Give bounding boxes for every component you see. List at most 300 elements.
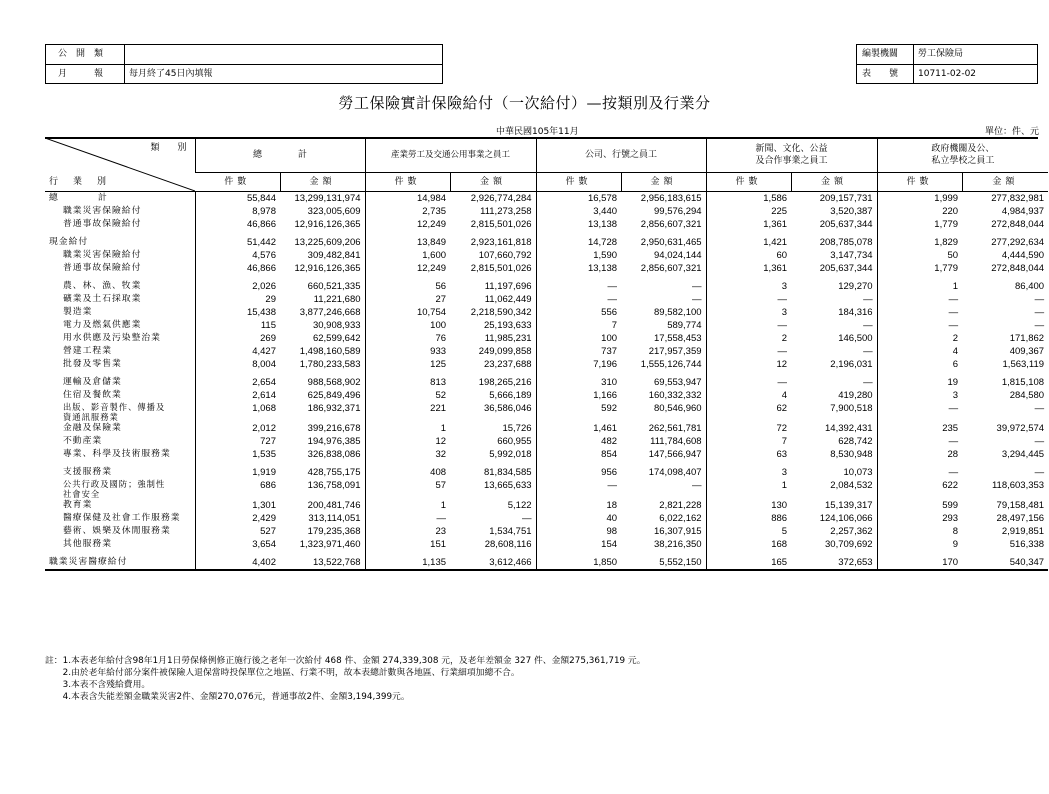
count-cell: 1,829 bbox=[877, 236, 962, 249]
count-cell: — bbox=[536, 479, 621, 499]
amount-cell: 3,147,734 bbox=[830, 250, 873, 261]
row-label: 礦業及土石採取業 bbox=[63, 294, 142, 304]
footnotes bbox=[45, 655, 646, 703]
amount-cell: 8,530,948 bbox=[830, 449, 873, 460]
count-cell: 29 bbox=[195, 293, 280, 306]
count-cell: 12 bbox=[706, 358, 791, 371]
count-cell: 15,438 bbox=[195, 306, 280, 319]
row-label: 出版、影音製作、傳播及 資通訊服務業 bbox=[63, 402, 166, 422]
count-cell: 4,427 bbox=[195, 345, 280, 358]
amount-cell: — bbox=[863, 377, 873, 388]
amount-cell: 200,481,746 bbox=[307, 500, 361, 511]
amount-cell: 277,292,634 bbox=[991, 237, 1045, 248]
row-label: 支援服務業 bbox=[63, 467, 112, 477]
count-cell: 51,442 bbox=[195, 236, 280, 249]
count-cell: 18 bbox=[536, 499, 621, 512]
count-cell: 2,654 bbox=[195, 376, 280, 389]
amount-cell: 11,985,231 bbox=[484, 333, 532, 344]
count-cell: 3 bbox=[706, 280, 791, 293]
count-cell: 72 bbox=[706, 422, 791, 435]
amount-cell: 628,742 bbox=[838, 436, 873, 447]
table-row bbox=[45, 466, 1048, 479]
count-column-header: 件數 bbox=[536, 173, 621, 192]
count-cell: 1,600 bbox=[365, 249, 450, 262]
count-cell: 115 bbox=[195, 319, 280, 332]
header-right-box bbox=[856, 44, 1038, 84]
amount-cell: 1,498,160,589 bbox=[299, 346, 361, 357]
amount-cell: 79,158,481 bbox=[996, 500, 1045, 511]
count-cell: 1,166 bbox=[536, 389, 621, 402]
table-row bbox=[45, 218, 1048, 231]
header-deadline: 每月終了45日內填報 bbox=[129, 69, 213, 79]
count-cell: 1,999 bbox=[877, 192, 962, 206]
count-cell: 3,440 bbox=[536, 205, 621, 218]
header-left-box bbox=[45, 44, 443, 84]
count-cell: 14,984 bbox=[365, 192, 450, 206]
amount-cell: 988,568,902 bbox=[307, 377, 361, 388]
amount-cell: 2,926,774,284 bbox=[470, 193, 532, 204]
group-header-total: 總 計 bbox=[195, 138, 365, 173]
amount-cell: — bbox=[522, 513, 532, 524]
amount-cell: 17,558,453 bbox=[654, 333, 702, 344]
count-cell: 8 bbox=[877, 525, 962, 538]
header-form-label: 表 號 bbox=[862, 69, 899, 79]
amount-cell: 16,307,915 bbox=[654, 526, 702, 537]
row-label: 職業災害保險給付 bbox=[63, 250, 142, 260]
table-row bbox=[45, 376, 1048, 389]
count-cell: 482 bbox=[536, 435, 621, 448]
count-cell: — bbox=[877, 319, 962, 332]
amount-cell: 13,299,131,974 bbox=[294, 193, 361, 204]
amount-cell: 129,270 bbox=[838, 281, 873, 292]
amount-cell: 13,665,633 bbox=[483, 480, 532, 491]
count-cell: — bbox=[706, 319, 791, 332]
count-cell: 19 bbox=[877, 376, 962, 389]
count-cell: 28 bbox=[877, 448, 962, 461]
table-row bbox=[45, 192, 1048, 206]
amount-cell: 179,235,368 bbox=[307, 526, 361, 537]
amount-cell: 2,950,631,465 bbox=[640, 237, 702, 248]
count-cell: — bbox=[365, 512, 450, 525]
amount-cell: 184,316 bbox=[838, 307, 873, 318]
table-row bbox=[45, 435, 1048, 448]
count-cell: 6 bbox=[877, 358, 962, 371]
table-row bbox=[45, 499, 1048, 512]
count-cell: 1,421 bbox=[706, 236, 791, 249]
amount-cell: 625,849,496 bbox=[307, 390, 361, 401]
count-cell: 1,068 bbox=[195, 402, 280, 422]
count-cell: 9 bbox=[877, 538, 962, 551]
amount-cell: 198,265,216 bbox=[478, 377, 532, 388]
amount-cell: 1,555,126,744 bbox=[640, 359, 702, 370]
count-cell: — bbox=[706, 376, 791, 389]
count-cell: 1,919 bbox=[195, 466, 280, 479]
table-row bbox=[45, 512, 1048, 525]
count-cell: — bbox=[877, 306, 962, 319]
group-header-government-school: 政府機關及公、 私立學校之員工 bbox=[877, 138, 1048, 173]
count-cell: 2,026 bbox=[195, 280, 280, 293]
amount-cell: 194,976,385 bbox=[307, 436, 361, 447]
row-label: 藝術、娛樂及休閒服務業 bbox=[63, 526, 171, 536]
amount-cell: 14,392,431 bbox=[825, 423, 873, 434]
count-cell: 2 bbox=[877, 332, 962, 345]
count-cell: 40 bbox=[536, 512, 621, 525]
amount-cell: 111,784,608 bbox=[650, 436, 702, 447]
count-cell: 165 bbox=[706, 556, 791, 570]
count-cell: — bbox=[877, 435, 962, 448]
footnote-line: 註：1.本表老年給付含98年1月1日勞保條例修正施行後之老年一次給付 468 件、金額 274,339,308 元，及老年差額金 327 件、金額275,361,719 元。 bbox=[45, 656, 646, 666]
amount-column-header: 金額 bbox=[791, 173, 877, 192]
count-cell: 57 bbox=[365, 479, 450, 499]
count-cell: 293 bbox=[877, 512, 962, 525]
amount-cell: 2,084,532 bbox=[830, 480, 873, 491]
count-cell: — bbox=[536, 293, 621, 306]
count-cell: 269 bbox=[195, 332, 280, 345]
amount-cell: 94,024,144 bbox=[654, 250, 702, 261]
table-row bbox=[45, 525, 1048, 538]
amount-cell: 3,294,445 bbox=[1001, 449, 1045, 460]
amount-cell: 107,660,792 bbox=[478, 250, 532, 261]
amount-cell: 1,323,971,460 bbox=[299, 539, 361, 550]
count-cell: 170 bbox=[877, 556, 962, 570]
row-label: 現金給付 bbox=[49, 237, 89, 247]
count-cell: 55,844 bbox=[195, 192, 280, 206]
amount-cell: 309,482,841 bbox=[307, 250, 361, 261]
count-cell: 1,361 bbox=[706, 262, 791, 275]
count-cell: 5 bbox=[706, 525, 791, 538]
table-row bbox=[45, 332, 1048, 345]
count-cell: 1,361 bbox=[706, 218, 791, 231]
count-cell: 14,728 bbox=[536, 236, 621, 249]
amount-cell: 2,257,362 bbox=[830, 526, 873, 537]
count-cell: 1 bbox=[877, 280, 962, 293]
table-row bbox=[45, 205, 1048, 218]
row-label: 普通事故保險給付 bbox=[63, 219, 142, 229]
table-row bbox=[45, 479, 1048, 499]
count-cell: 100 bbox=[365, 319, 450, 332]
amount-cell: 419,280 bbox=[838, 390, 873, 401]
amount-cell: 62,599,642 bbox=[312, 333, 361, 344]
row-label: 電力及燃氣供應業 bbox=[63, 320, 142, 330]
count-column-header: 件數 bbox=[706, 173, 791, 192]
table-row bbox=[45, 448, 1048, 461]
count-cell: — bbox=[877, 293, 962, 306]
corner-category-label: 類 別 bbox=[150, 143, 187, 153]
amount-cell: 5,552,150 bbox=[621, 556, 706, 570]
amount-cell: 99,576,294 bbox=[654, 206, 702, 217]
count-cell: 2,614 bbox=[195, 389, 280, 402]
count-cell: 2 bbox=[706, 332, 791, 345]
row-label: 醫療保健及社會工作服務業 bbox=[63, 513, 181, 523]
amount-cell: 89,582,100 bbox=[654, 307, 702, 318]
amount-cell: — bbox=[1034, 467, 1045, 478]
amount-cell: 171,862 bbox=[1009, 333, 1045, 344]
amount-cell: — bbox=[863, 320, 873, 331]
corner-header bbox=[45, 138, 195, 192]
count-cell: 4,402 bbox=[195, 556, 280, 570]
count-cell: 7 bbox=[706, 435, 791, 448]
count-cell: 4 bbox=[706, 389, 791, 402]
amount-cell: 4,444,590 bbox=[1001, 250, 1045, 261]
amount-cell: 3,877,246,668 bbox=[299, 307, 361, 318]
count-cell: 1,301 bbox=[195, 499, 280, 512]
table-row bbox=[45, 262, 1048, 275]
amount-cell: 15,139,317 bbox=[825, 500, 873, 511]
row-label: 職業災害保險給付 bbox=[63, 206, 142, 216]
count-cell: 599 bbox=[877, 499, 962, 512]
amount-cell: 11,197,696 bbox=[484, 281, 532, 292]
count-cell: 408 bbox=[365, 466, 450, 479]
row-label: 批發及零售業 bbox=[63, 359, 122, 369]
amount-cell: — bbox=[1034, 294, 1045, 305]
amount-cell: 205,637,344 bbox=[819, 219, 873, 230]
amount-cell: 660,955 bbox=[497, 436, 532, 447]
count-cell: 46,866 bbox=[195, 218, 280, 231]
row-label: 運輸及倉儲業 bbox=[63, 377, 122, 387]
amount-cell: 399,216,678 bbox=[307, 423, 361, 434]
count-cell: 225 bbox=[706, 205, 791, 218]
amount-column-header: 金額 bbox=[450, 173, 536, 192]
count-cell: 737 bbox=[536, 345, 621, 358]
amount-cell: — bbox=[692, 294, 702, 305]
amount-cell: 12,916,126,365 bbox=[294, 219, 361, 230]
amount-cell: 4,984,937 bbox=[1001, 206, 1045, 217]
count-cell: 8,978 bbox=[195, 205, 280, 218]
amount-cell: 160,332,332 bbox=[648, 390, 702, 401]
count-cell: 56 bbox=[365, 280, 450, 293]
count-cell: 3 bbox=[706, 466, 791, 479]
table-row bbox=[45, 345, 1048, 358]
row-label: 其他服務業 bbox=[63, 539, 112, 549]
amount-cell: 124,106,066 bbox=[819, 513, 873, 524]
amount-cell: 660,521,335 bbox=[307, 281, 361, 292]
count-cell: 886 bbox=[706, 512, 791, 525]
table-row bbox=[45, 236, 1048, 249]
count-cell: 32 bbox=[365, 448, 450, 461]
amount-cell: 6,022,162 bbox=[659, 513, 702, 524]
amount-cell: 86,400 bbox=[1015, 281, 1045, 292]
amount-cell: 249,099,858 bbox=[478, 346, 532, 357]
amount-cell: 2,815,501,026 bbox=[470, 219, 532, 230]
group-header-industry-workers: 產業勞工及交通公用事業之員工 bbox=[365, 138, 536, 173]
count-cell: 13,138 bbox=[536, 262, 621, 275]
amount-cell: 30,908,933 bbox=[312, 320, 361, 331]
header-agency-value: 勞工保險局 bbox=[918, 49, 964, 59]
count-cell: 1,779 bbox=[877, 218, 962, 231]
count-column-header: 件數 bbox=[877, 173, 962, 192]
count-cell: 16,578 bbox=[536, 192, 621, 206]
row-label: 不動產業 bbox=[63, 436, 103, 446]
count-cell: 52 bbox=[365, 389, 450, 402]
header-form-value: 10711-02-02 bbox=[918, 69, 977, 79]
amount-cell: — bbox=[692, 281, 702, 292]
amount-cell: 39,972,574 bbox=[996, 423, 1045, 434]
amount-cell: 10,073 bbox=[843, 467, 873, 478]
count-cell: 3 bbox=[706, 306, 791, 319]
count-cell: 60 bbox=[706, 249, 791, 262]
amount-cell: 5,666,189 bbox=[489, 390, 532, 401]
count-cell: 956 bbox=[536, 466, 621, 479]
amount-cell: 13,522,768 bbox=[280, 556, 365, 570]
count-cell: — bbox=[877, 466, 962, 479]
amount-cell: 36,586,046 bbox=[483, 403, 532, 414]
amount-cell: — bbox=[692, 480, 702, 491]
count-cell: 1,590 bbox=[536, 249, 621, 262]
group-header-news-culture: 新聞、文化、公益 及合作事業之員工 bbox=[706, 138, 877, 173]
table-row bbox=[45, 358, 1048, 371]
amount-cell: 205,637,344 bbox=[819, 263, 873, 274]
count-cell: 13,138 bbox=[536, 218, 621, 231]
count-cell: 220 bbox=[877, 205, 962, 218]
count-cell: — bbox=[706, 345, 791, 358]
amount-cell: 209,157,731 bbox=[819, 193, 873, 204]
amount-cell: 2,919,851 bbox=[1001, 526, 1045, 537]
amount-cell: 25,193,633 bbox=[483, 320, 532, 331]
count-cell: 527 bbox=[195, 525, 280, 538]
count-cell: 3 bbox=[877, 389, 962, 402]
count-cell: 12,249 bbox=[365, 262, 450, 275]
unit-label: 單位：件、元 bbox=[984, 127, 1039, 137]
amount-cell: 272,848,044 bbox=[991, 219, 1045, 230]
count-cell: 2,735 bbox=[365, 205, 450, 218]
table-row bbox=[45, 280, 1048, 293]
row-label: 製造業 bbox=[63, 307, 93, 317]
amount-cell: 409,367 bbox=[1009, 346, 1045, 357]
count-cell: 2,012 bbox=[195, 422, 280, 435]
amount-cell: 28,608,116 bbox=[484, 539, 532, 550]
amount-cell: 1,780,233,583 bbox=[299, 359, 361, 370]
count-cell: 8,004 bbox=[195, 358, 280, 371]
amount-cell: 372,653 bbox=[791, 556, 877, 570]
count-cell: 154 bbox=[536, 538, 621, 551]
amount-cell: 262,561,781 bbox=[648, 423, 702, 434]
table-row bbox=[45, 556, 1048, 570]
amount-column-header: 金額 bbox=[280, 173, 365, 192]
amount-cell: — bbox=[1034, 403, 1045, 414]
row-label: 總 計 bbox=[49, 193, 108, 203]
count-cell: 622 bbox=[877, 479, 962, 499]
amount-cell: 326,838,086 bbox=[307, 449, 361, 460]
amount-cell: 81,834,585 bbox=[483, 467, 532, 478]
row-label: 住宿及餐飲業 bbox=[63, 390, 122, 400]
amount-cell: 2,815,501,026 bbox=[470, 263, 532, 274]
amount-cell: 3,520,387 bbox=[830, 206, 873, 217]
amount-cell: 38,216,350 bbox=[654, 539, 702, 550]
count-cell: 686 bbox=[195, 479, 280, 499]
table-row bbox=[45, 389, 1048, 402]
group-header-company-workers: 公司、行號之員工 bbox=[536, 138, 706, 173]
count-cell: 13,849 bbox=[365, 236, 450, 249]
corner-industry-label: 行 業 別 bbox=[49, 177, 110, 187]
amount-cell: 12,916,126,365 bbox=[294, 263, 361, 274]
count-cell: 1,586 bbox=[706, 192, 791, 206]
amount-cell: 3,612,466 bbox=[450, 556, 536, 570]
amount-cell: 23,237,688 bbox=[483, 359, 532, 370]
amount-cell: 217,957,359 bbox=[648, 346, 702, 357]
count-cell: 168 bbox=[706, 538, 791, 551]
amount-cell: 313,114,051 bbox=[308, 513, 361, 524]
amount-cell: 7,900,518 bbox=[830, 403, 873, 414]
count-cell: 1,135 bbox=[365, 556, 450, 570]
amount-cell: 11,221,680 bbox=[313, 294, 361, 305]
row-label: 金融及保險業 bbox=[63, 423, 122, 433]
amount-cell: — bbox=[1034, 436, 1045, 447]
amount-cell: — bbox=[1034, 307, 1045, 318]
amount-cell: 208,785,078 bbox=[819, 237, 873, 248]
count-cell: 235 bbox=[877, 422, 962, 435]
amount-cell: 277,832,981 bbox=[991, 193, 1045, 204]
count-cell: 727 bbox=[195, 435, 280, 448]
amount-cell: 147,566,947 bbox=[648, 449, 702, 460]
count-cell: 23 bbox=[365, 525, 450, 538]
header-monthly-label: 月 報 bbox=[58, 69, 104, 79]
row-label: 農、林、漁、牧業 bbox=[63, 281, 142, 291]
amount-cell: 13,225,609,206 bbox=[294, 237, 361, 248]
count-cell: 10,754 bbox=[365, 306, 450, 319]
amount-cell: 80,546,960 bbox=[654, 403, 702, 414]
count-cell: 7,196 bbox=[536, 358, 621, 371]
count-cell: 1,779 bbox=[877, 262, 962, 275]
count-cell: 63 bbox=[706, 448, 791, 461]
count-cell: 76 bbox=[365, 332, 450, 345]
count-cell: 1 bbox=[365, 422, 450, 435]
count-cell: 50 bbox=[877, 249, 962, 262]
count-cell: 12 bbox=[365, 435, 450, 448]
amount-cell: 589,774 bbox=[667, 320, 702, 331]
footnote-line: 3.本表不含殘給費用。 bbox=[45, 680, 151, 690]
count-cell: 7 bbox=[536, 319, 621, 332]
count-cell: 592 bbox=[536, 402, 621, 422]
page-title: 勞工保險實計保險給付（一次給付）—按類別及行業分 bbox=[338, 94, 711, 112]
count-cell: 854 bbox=[536, 448, 621, 461]
count-cell: 46,866 bbox=[195, 262, 280, 275]
amount-cell: 540,347 bbox=[962, 556, 1048, 570]
count-cell: 1,850 bbox=[536, 556, 621, 570]
count-cell: — bbox=[877, 402, 962, 422]
report-date: 中華民國105年11月 bbox=[496, 127, 579, 137]
amount-cell: 1,815,108 bbox=[1001, 377, 1045, 388]
header-public-label: 公 開 類 bbox=[58, 49, 104, 59]
row-label: 用水供應及污染整治業 bbox=[63, 333, 161, 343]
count-cell: 1 bbox=[365, 499, 450, 512]
count-cell: 310 bbox=[536, 376, 621, 389]
amount-cell: — bbox=[863, 346, 873, 357]
footnote-line: 2.由於老年給付部分案件被保險人退保當時投保單位之地區、行業不明，故本表總計數與各地區、行業細項加總不合。 bbox=[45, 668, 520, 678]
amount-cell: 30,709,692 bbox=[825, 539, 873, 550]
amount-cell: 15,726 bbox=[502, 423, 532, 434]
header-agency-label: 編製機關 bbox=[862, 49, 899, 59]
count-cell: 98 bbox=[536, 525, 621, 538]
row-label: 營建工程業 bbox=[63, 346, 112, 356]
count-cell: 556 bbox=[536, 306, 621, 319]
amount-cell: 136,758,091 bbox=[307, 480, 361, 491]
amount-column-header: 金額 bbox=[962, 173, 1048, 192]
amount-cell: 428,755,175 bbox=[307, 467, 361, 478]
count-cell: 125 bbox=[365, 358, 450, 371]
amount-cell: 2,218,590,342 bbox=[470, 307, 532, 318]
amount-cell: 5,992,018 bbox=[489, 449, 532, 460]
count-cell: 2,429 bbox=[195, 512, 280, 525]
table-row bbox=[45, 538, 1048, 551]
count-cell: 100 bbox=[536, 332, 621, 345]
table-row bbox=[45, 306, 1048, 319]
count-cell: 1 bbox=[706, 479, 791, 499]
amount-cell: 516,338 bbox=[1009, 539, 1045, 550]
amount-cell: 69,553,947 bbox=[654, 377, 702, 388]
count-cell: 130 bbox=[706, 499, 791, 512]
count-cell: 151 bbox=[365, 538, 450, 551]
row-label: 教育業 bbox=[63, 500, 93, 510]
